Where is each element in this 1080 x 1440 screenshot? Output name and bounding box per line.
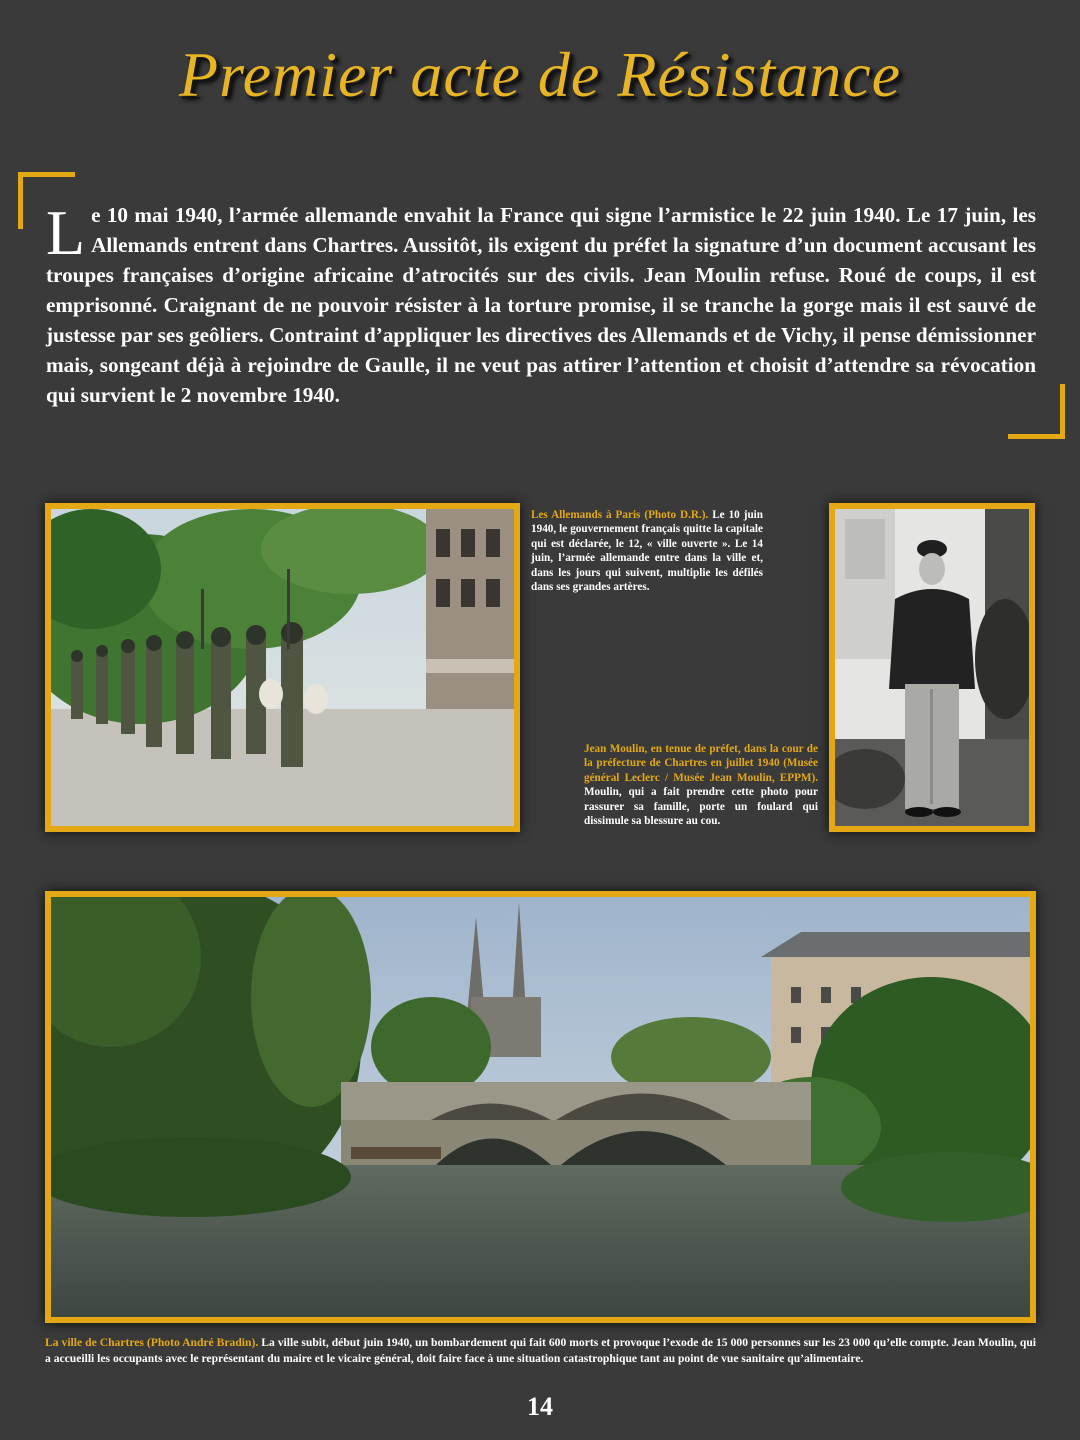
moulin-caption-text: Moulin, qui a fait prendre cette photo pour rassurer sa famille, porte un foulard qui dissimule sa blessure au cou.: [584, 786, 818, 828]
paris-parade-photo: [51, 509, 514, 826]
moulin-caption-title: Jean Moulin, en tenue de préfet, dans la cour de la préfecture de Chartres en juillet 1940 (Musée général Leclerc / Musée Jean Moulin, EPPM).: [584, 743, 818, 784]
drop-cap: L: [46, 197, 86, 268]
chartres-caption-title: La ville de Chartres (Photo André Bradin).: [45, 1336, 259, 1349]
chartres-caption-text: La ville subit, début juin 1940, un bombardement qui fait 600 morts et provoque l’exode de 15 000 personnes sur les 23 000 qu’elle compte. Jean Moulin, qui a accueilli les occupants avec le représentant du maire et le vicaire général, doit faire face à une situation catastrophique tant au point de vue sanitaire qu’alimentaire.: [45, 1336, 1037, 1365]
moulin-caption: [584, 742, 818, 828]
jean-moulin-photo: [835, 509, 1029, 826]
intro-paragraph: [46, 197, 1036, 410]
chartres-river-photo: [51, 897, 1030, 1317]
intro-text: e 10 mai 1940, l’armée allemande envahit la France qui signe l’armistice le 22 juin 1940. Le 17 juin, les Allemands entrent dans Chartres. Aussitôt, ils exigent du préfet la signature d’un document accusant les troupes françaises d’origine africaine d’atrocités sur des civils. Jean Moulin refuse. Roué de coups, il est emprisonné. Craignant de ne pouvoir résister à la torture promise, il se tranche la gorge mais il est sauvé de justesse par ses geôliers. Contraint d’appliquer les directives des Allemands et de Vichy, il pense démissionner mais, songeant déjà à rejoindre de Gaulle, il ne veut pas attirer l’attention et choisit d’attendre sa révocation qui survient le 2 novembre 1940.: [46, 203, 1036, 407]
page-number: 14: [527, 1392, 553, 1421]
page-title: Premier acte de Résistance: [178, 39, 902, 110]
paris-photo-frame: [45, 503, 520, 832]
chartres-caption: [45, 1335, 1036, 1366]
chartres-photo-frame: [45, 891, 1036, 1323]
paris-caption-text: Le 10 juin 1940, le gouvernement français quitte la capitale qui est déclarée, le 12, « ville ouverte ». Le 14 juin, l’armée allemande entre dans la ville et, dans les jours qui suivent, multiplie les défilés dans ses grandes artères.: [531, 509, 763, 594]
moulin-photo-frame: [829, 503, 1035, 832]
paris-caption: [531, 508, 763, 594]
paris-caption-title: Les Allemands à Paris (Photo D.R.).: [531, 509, 709, 521]
